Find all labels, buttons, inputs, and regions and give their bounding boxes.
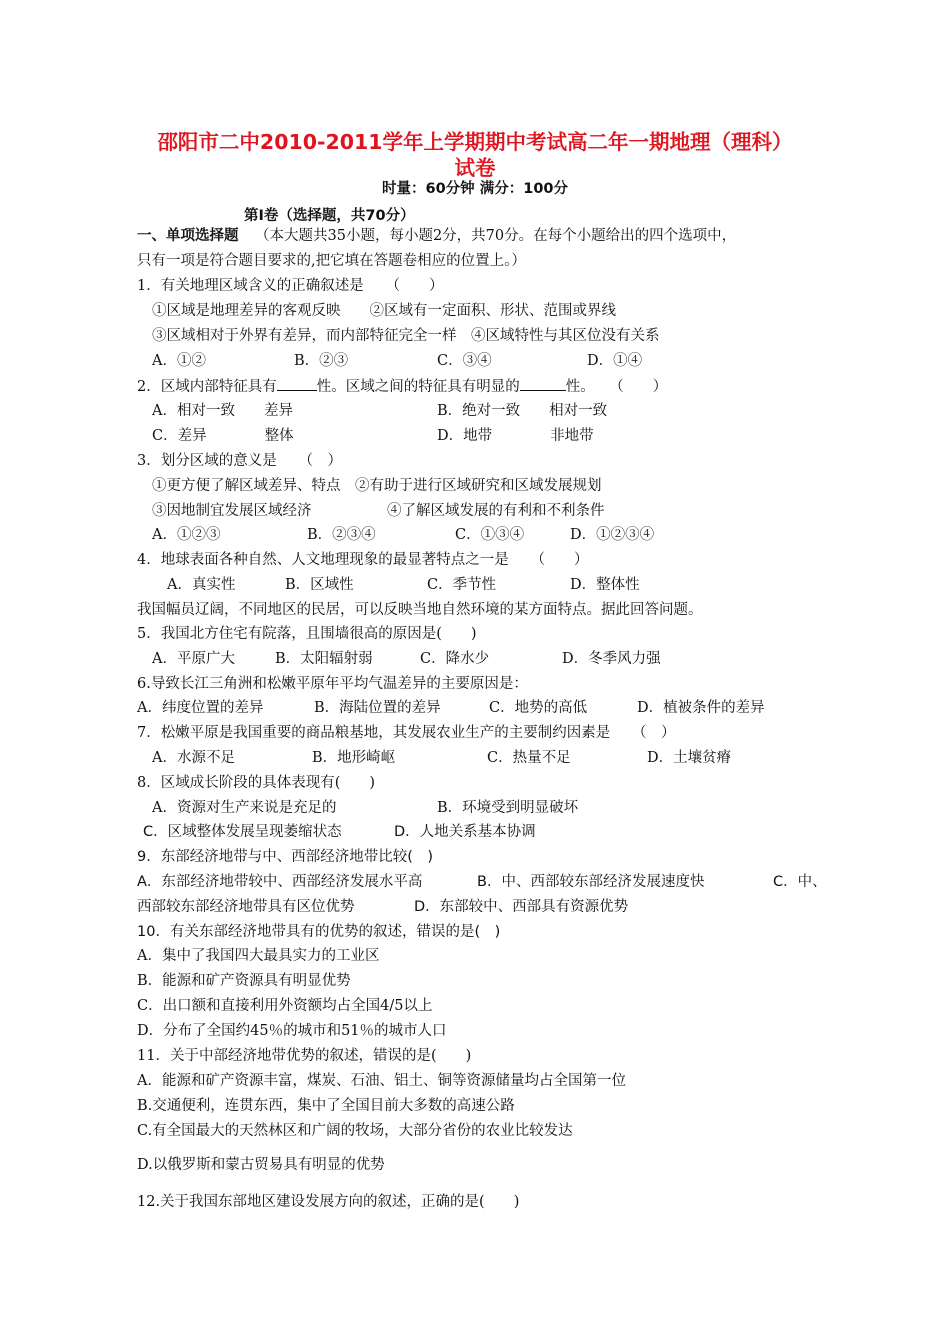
option-d: D．①②③④: [570, 527, 655, 543]
exam-title: 邵阳市二中2010-2011学年上学期期中考试高二年一期地理（理科）: [157, 130, 793, 154]
part-heading: 第Ⅰ卷（选择题，共70分）: [244, 208, 415, 224]
option-a: A．资源对生产来说是充足的: [152, 800, 337, 816]
exam-time-score: 时量：60分钟 满分：100分: [382, 181, 568, 197]
material-intro: 我国幅员辽阔，不同地区的民居，可以反映当地自然环境的某方面特点。据此回答问题。: [137, 602, 703, 618]
question-2-stem-part3: 性。 （ ）: [565, 379, 668, 395]
option-c: C．差异 整体: [152, 428, 294, 444]
question-11-option-d: D.以俄罗斯和蒙古贸易具有明显的优势: [137, 1157, 385, 1173]
question-11-option-c: C.有全国最大的天然林区和广阔的牧场，大部分省份的农业比较发达: [137, 1123, 573, 1139]
option-c: C．降水少: [420, 651, 490, 667]
option-a: A．水源不足: [152, 750, 235, 766]
question-11-option-b: B.交通便利，连贯东西，集中了全国目前大多数的高速公路: [137, 1098, 515, 1114]
question-10-option-b: B．能源和矿产资源具有明显优势: [137, 973, 351, 989]
question-1-statement-1: ①区域是地理差异的客观反映 ②区域有一定面积、形状、范围或界线: [152, 303, 616, 319]
exam-title-line2: 试卷: [454, 156, 496, 180]
question-10-option-a: A．集中了我国四大最具实力的工业区: [137, 948, 380, 964]
option-d: D．地带 非地带: [437, 428, 594, 444]
option-c: C．区域整体发展呈现萎缩状态: [143, 824, 342, 840]
option-d: D．冬季风力强: [562, 651, 661, 667]
option-c: C．①③④: [455, 527, 525, 543]
question-5-stem: 5．我国北方住宅有院落，且围墙很高的原因是( ): [137, 626, 477, 642]
option-c: C．热量不足: [487, 750, 571, 766]
option-b: B．海陆位置的差异: [314, 700, 441, 716]
option-a: A．纬度位置的差异: [137, 700, 264, 716]
option-d: D．整体性: [570, 577, 640, 593]
statement-3: ③因地制宜发展区域经济: [152, 503, 312, 519]
question-10-option-c: C．出口额和直接利用外资额均占全国4/5以上: [137, 998, 433, 1014]
question-3-statement-1: ①更方便了解区域差异、特点 ②有助于进行区域研究和区域发展规划: [152, 478, 602, 494]
question-7-stem: 7．松嫩平原是我国重要的商品粮基地，其发展农业生产的主要制约因素是 （ ）: [137, 725, 676, 741]
option-b: B．②③: [294, 353, 349, 369]
option-b: B．绝对一致 相对一致: [437, 403, 608, 419]
option-b: B．地形崎岖: [312, 750, 396, 766]
option-a: A．东部经济地带较中、西部经济发展水平高: [137, 874, 423, 890]
option-b: B．②③④: [307, 527, 376, 543]
option-a: A．相对一致 差异: [152, 403, 293, 419]
question-3-stem: 3．划分区域的意义是 （ ）: [137, 453, 342, 469]
option-d: D．①④: [587, 353, 643, 369]
option-b: B．环境受到明显破坏: [437, 800, 579, 816]
question-2-stem-part2: 性。区域之间的特征具有明显的: [316, 379, 520, 395]
option-c: C．③④: [437, 353, 492, 369]
option-c: C．季节性: [427, 577, 497, 593]
option-a: A．①②: [152, 353, 206, 369]
question-1-stem: 1．有关地理区域含义的正确叙述是 （ ）: [137, 278, 444, 294]
question-10-option-d: D．分布了全国约45％的城市和51％的城市人口: [137, 1023, 447, 1039]
question-4-stem: 4．地球表面各种自然、人文地理现象的最显著特点之一是 （ ）: [137, 552, 589, 568]
section-heading: 一、单项选择题: [137, 228, 239, 244]
question-1-statement-2: ③区域相对于外界有差异，而内部特征完全一样 ④区域特性与其区位没有关系: [152, 328, 660, 344]
option-d: D．东部较中、西部具有资源优势: [414, 899, 629, 915]
option-d: D．植被条件的差异: [637, 700, 765, 716]
option-b: B．区域性: [285, 577, 354, 593]
option-d: D．土壤贫瘠: [647, 750, 732, 766]
option-a: A．①②③: [152, 527, 221, 543]
blank-2: [520, 376, 566, 391]
question-9-stem: 9．东部经济地带与中、西部经济地带比较( ): [137, 849, 434, 865]
question-11-stem: 11．关于中部经济地带优势的叙述，错误的是( ): [137, 1048, 472, 1064]
question-2-stem: [137, 376, 667, 397]
option-d: D．人地关系基本协调: [394, 824, 536, 840]
option-b: B．中、西部较东部经济发展速度快: [477, 874, 705, 890]
question-8-stem: 8．区域成长阶段的具体表现有( ): [137, 775, 376, 791]
statement-4: ④了解区域发展的有利和不利条件: [387, 503, 605, 519]
blank-1: [277, 376, 317, 391]
option-c: C．地势的高低: [489, 700, 588, 716]
question-2-stem-part1: 2．区域内部特征具有: [137, 379, 277, 395]
option-c-end: 西部较东部经济地带具有区位优势: [137, 899, 355, 915]
option-a: A．真实性: [167, 577, 236, 593]
question-10-stem: 10．有关东部经济地带具有的优势的叙述，错误的是( ): [137, 924, 501, 940]
option-b: B．太阳辐射弱: [275, 651, 373, 667]
question-11-option-a: A．能源和矿产资源丰富，煤炭、石油、铝土、铜等资源储量均占全国第一位: [137, 1073, 626, 1089]
option-c-start: C．中、: [773, 874, 827, 890]
section-desc: （本大题共35小题，每小题2分，共70分。在每个小题给出的四个选项中，: [255, 228, 737, 244]
question-12-stem: 12.关于我国东部地区建设发展方向的叙述，正确的是( ): [137, 1194, 520, 1210]
section-intro-line2: 只有一项是符合题目要求的,把它填在答题卷相应的位置上。）: [137, 253, 526, 269]
option-a: A．平原广大: [152, 651, 235, 667]
question-6-stem: 6.导致长江三角洲和松嫩平原年平均气温差异的主要原因是：: [137, 676, 528, 692]
